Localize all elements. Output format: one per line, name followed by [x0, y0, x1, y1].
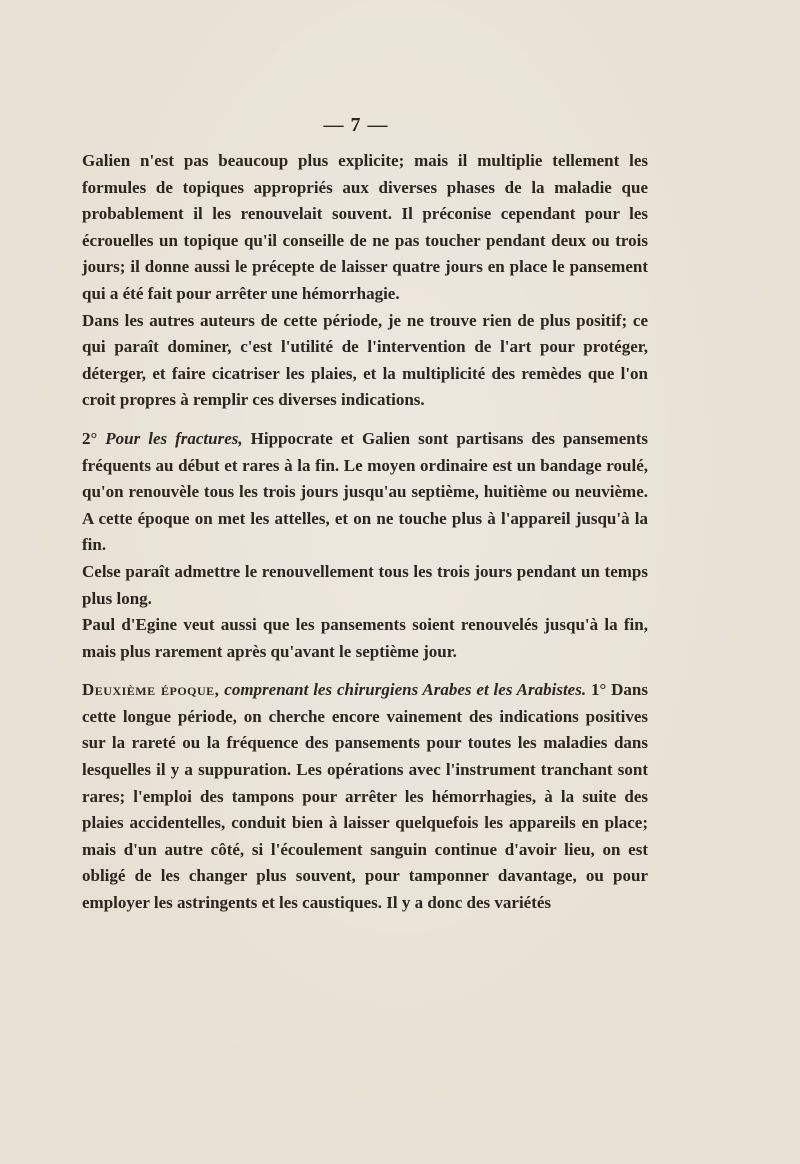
body-text — [82, 148, 648, 917]
paragraph-text: Hippocrate et Galien sont partisans des pansements fréquents au début et rares à la fin. Le moyen ordinaire est un bandage roulé, qu'on renouvèle tous les trois jours jusqu'au septième, huitième ou neuvième. A cette époque on met les attelles, et on ne touche plus à l'appareil jusqu'à la fin. — [82, 428, 648, 555]
section-lead-italic: Pour les fractures, — [105, 428, 243, 448]
paragraph-deuxieme-epoque — [82, 677, 648, 916]
paragraph-gap — [82, 665, 648, 677]
epoch-heading: Deuxième époque, — [82, 680, 220, 700]
paragraph-celse — [82, 559, 648, 612]
paragraph-fractures — [82, 426, 648, 559]
epoch-heading-italic: comprenant les chirurgiens Arabes et les Arabistes. — [219, 680, 587, 700]
paragraph-text: Celse paraît admettre le renouvellement tous les trois jours pendant un temps plus long. — [82, 561, 648, 608]
paragraph-text: Dans les autres auteurs de cette période, je ne trouve rien de plus positif; ce qui paraît dominer, c'est l'utilité de l'intervention de l'art pour protéger, déterger, et faire cicatriser les plaies, et la multiplicité des remèdes que l'on croit propres à remplir ces diverses indications. — [82, 310, 648, 410]
paragraph-text: 1° Dans cette longue période, on cherche encore vainement des indications positives sur la rareté ou la fréquence des pansements pour toutes les maladies dans lesquelles il y a suppuration. Les opérations avec l'instrument tranchant sont rares; l'emploi des tampons pour arrêter les hémorrhagies, à la suite des plaies accidentelles, conduit bien à laisser quelquefois les appareils en place; mais d'un autre côté, si l'écoulement sanguin continue d'avoir lieu, on est obligé de les changer plus souvent, pour tamponner davantage, ou pour employer les astringents et les caustiques. Il y a donc des variétés — [82, 680, 648, 913]
paragraph-text: Paul d'Egine veut aussi que les pansements soient renouvelés jusqu'à la fin, mais plus rarement après qu'avant le septième jour. — [82, 615, 648, 661]
page-number: — 7 — — [323, 114, 389, 136]
paragraph-gap — [82, 414, 648, 426]
paragraph-autres-auteurs — [82, 308, 648, 414]
paragraph-paul-degine — [82, 612, 648, 665]
section-number: 2° — [82, 428, 98, 448]
paragraph-text: Galien n'est pas beaucoup plus explicite; mais il multiplie tellement les formules de topiques appropriés aux diverses phases de la maladie que probablement il les renouvelait souvent. Il préconise cependant pour les écrouelles un topique qu'il conseille de ne pas toucher pendant deux ou trois jours; il donne aussi le précepte de laisser quatre jours en place le pansement qui a été fait pour arrêter une hémorrhagie. — [82, 151, 648, 303]
paragraph-galien — [82, 148, 648, 308]
